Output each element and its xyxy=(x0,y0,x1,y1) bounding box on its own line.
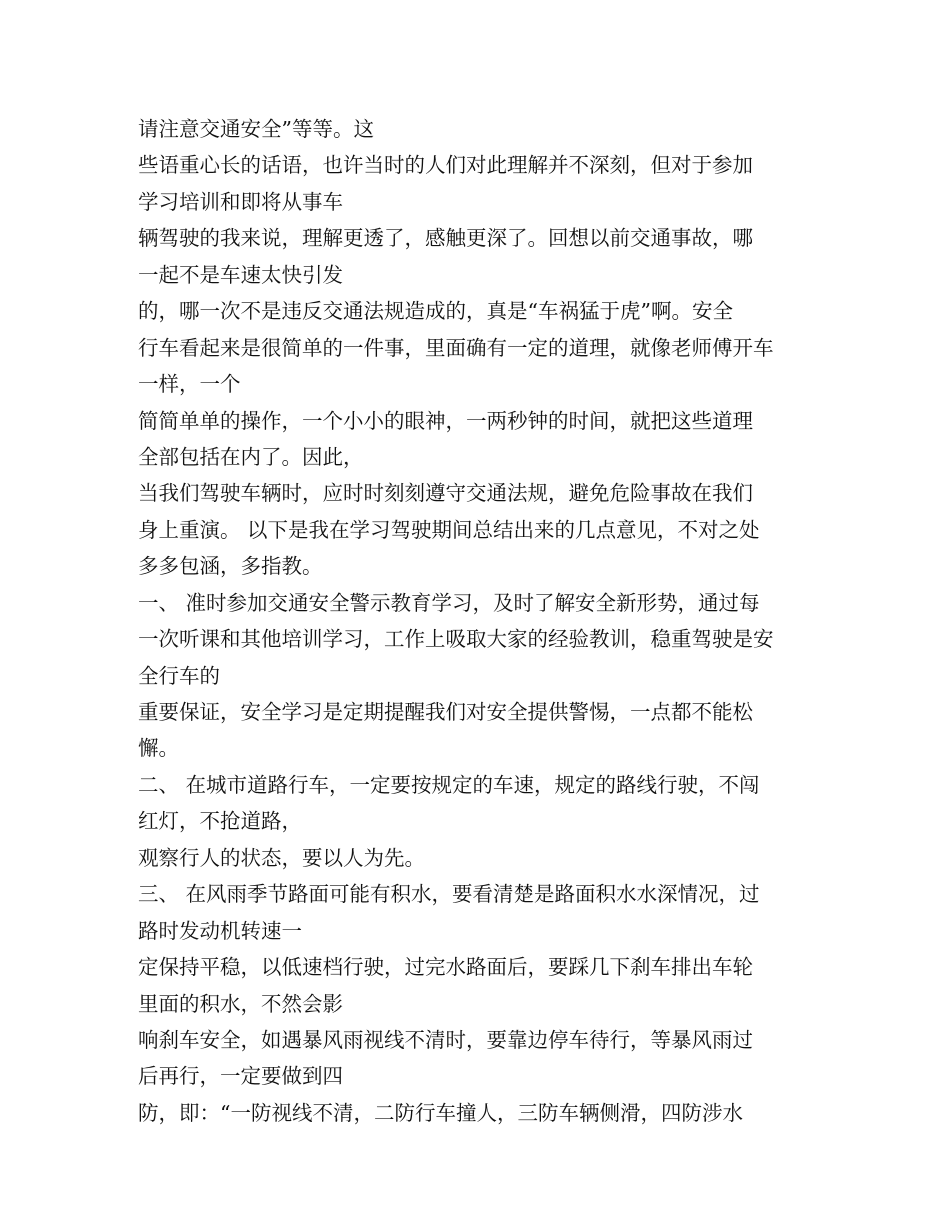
text-line: 路时发动机转速一 xyxy=(138,918,302,943)
text-line: 观察行人的状态，要以人为先。 xyxy=(138,845,425,870)
text-line: 三、 在风雨季节路面可能有积水，要看清楚是路面积水水深情况，过 xyxy=(138,882,760,907)
text-line: 一次听课和其他培训学习，工作上吸取大家的经验教训，稳重驾驶是安 xyxy=(138,627,774,652)
document-body xyxy=(138,111,818,1131)
text-line: 身上重演。 以下是我在学习驾驶期间总结出来的几点意见，不对之处 xyxy=(138,517,760,542)
text-line: 多多包涵，多指教。 xyxy=(138,554,323,579)
text-line: 行车看起来是很简单的一件事，里面确有一定的道理，就像老师傅开车 xyxy=(138,335,774,360)
text-line: 学习培训和即将从事车 xyxy=(138,189,343,214)
text-line: 一样，一个 xyxy=(138,372,241,397)
text-line: 请注意交通安全”等等。这 xyxy=(138,117,374,141)
text-line: 辆驾驶的我来说，理解更透了，感触更深了。回想以前交通事故，哪 xyxy=(138,226,753,251)
text-line: 响刹车安全，如遇暴风雨视线不清时，要靠边停车待行，等暴风雨过 xyxy=(138,1027,753,1052)
text-line: 防，即：“一防视线不清，二防行车撞人，三防车辆侧滑，四防涉水 xyxy=(138,1100,743,1125)
text-line: 里面的积水，不然会影 xyxy=(138,991,343,1016)
text-line: 红灯，不抢道路， xyxy=(138,809,302,834)
text-line: 简简单单的操作，一个小小的眼神，一两秒钟的时间，就把这些道理 xyxy=(138,408,753,433)
text-line: 定保持平稳，以低速档行驶，过完水路面后，要踩几下刹车排出车轮 xyxy=(138,955,753,980)
text-line: 全行车的 xyxy=(138,663,220,688)
text-line: 重要保证，安全学习是定期提醒我们对安全提供警惕，一点都不能松 xyxy=(138,700,753,724)
text-line: 后再行，一定要做到四 xyxy=(138,1064,343,1089)
text-line: 一起不是车速太快引发 xyxy=(138,262,343,287)
text-line: 的，哪一次不是违反交通法规造成的，真是“车祸猛于虎”啊。安全 xyxy=(138,299,733,324)
text-line: 二、 在城市道路行车，一定要按规定的车速，规定的路线行驶，不闯 xyxy=(138,772,760,797)
text-line: 全部包括在内了。因此， xyxy=(138,444,364,469)
text-line: 懈。 xyxy=(138,736,179,761)
text-line: 当我们驾驶车辆时，应时时刻刻遵守交通法规，避免危险事故在我们 xyxy=(138,481,753,506)
text-line: 些语重心长的话语，也许当时的人们对此理解并不深刻，但对于参加 xyxy=(138,153,753,178)
text-line: 一、 准时参加交通安全警示教育学习，及时了解安全新形势，通过每 xyxy=(138,590,760,615)
